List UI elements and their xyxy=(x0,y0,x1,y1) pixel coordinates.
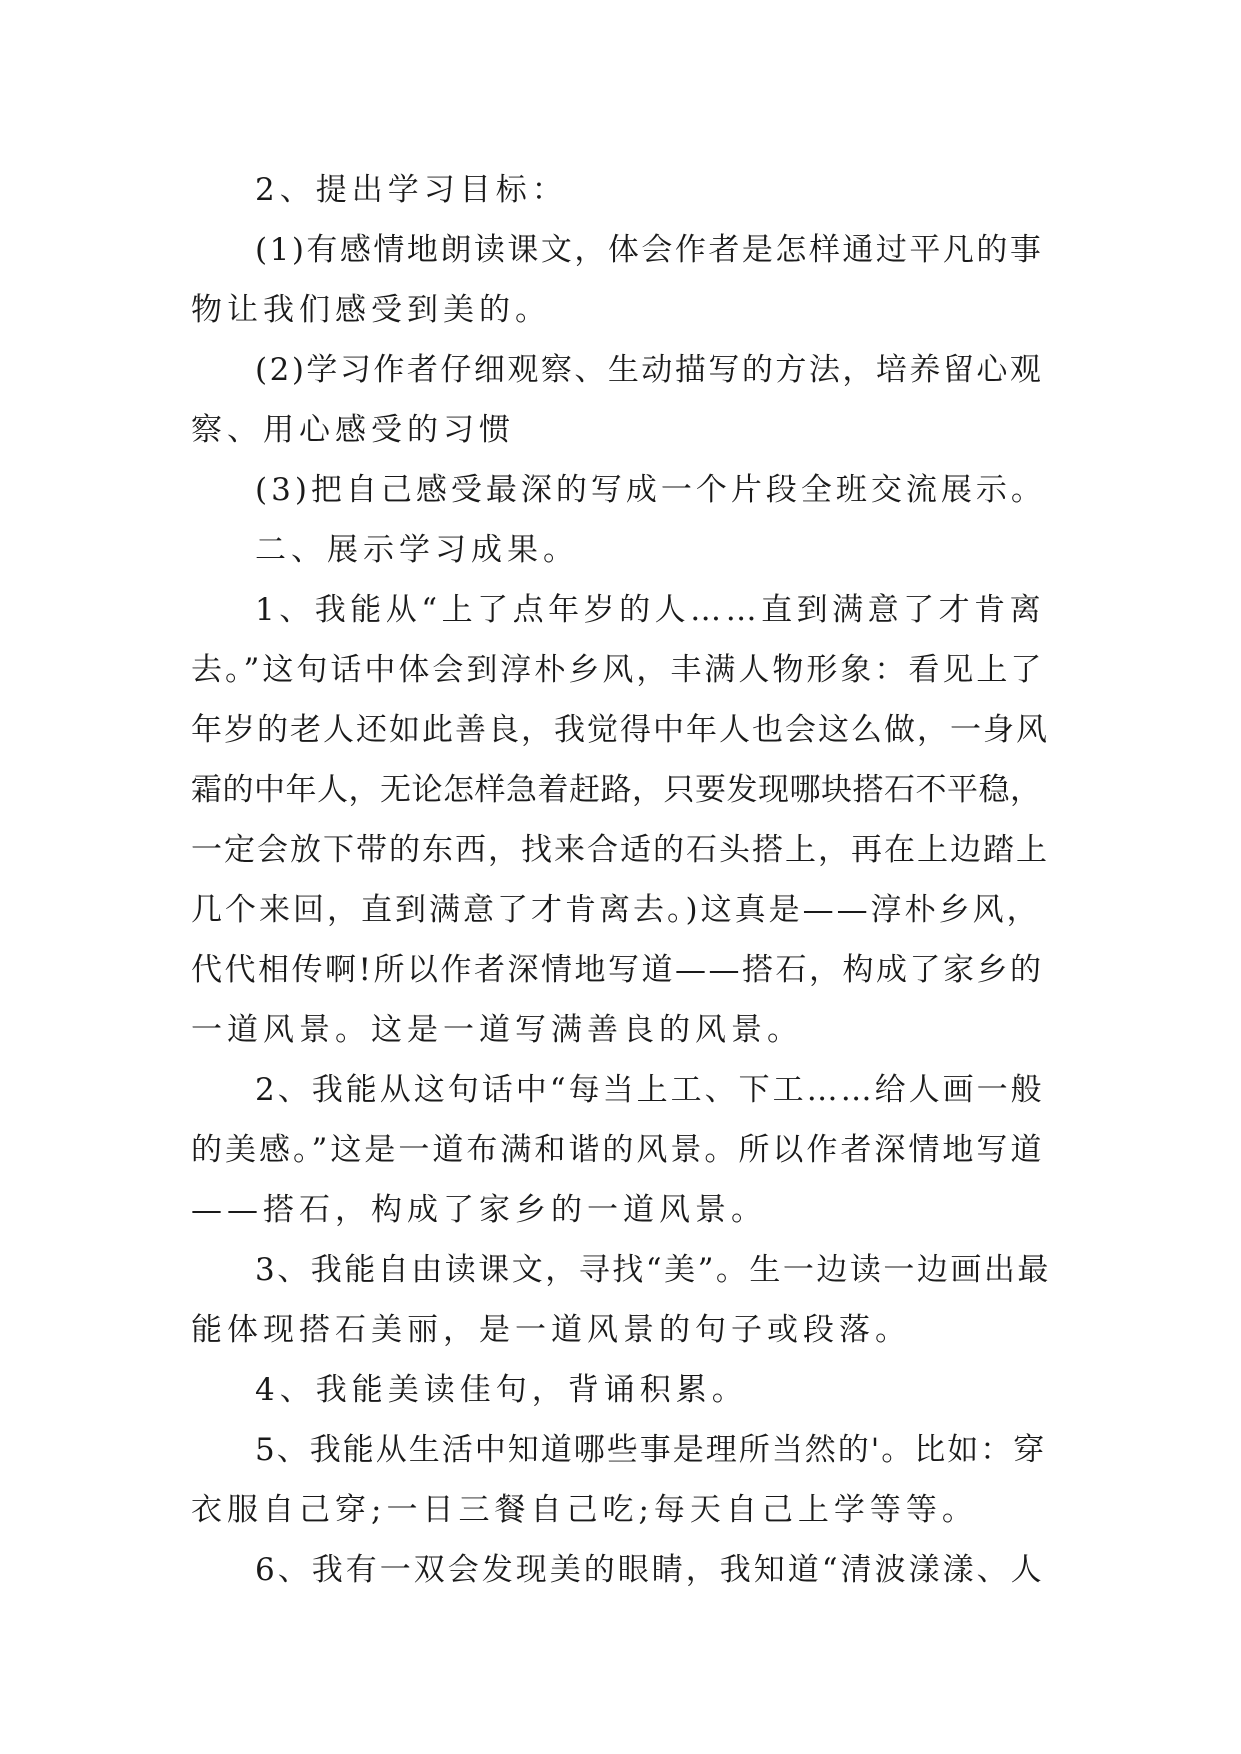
text-line: 年岁的老人还如此善良，我觉得中年人也会这么做，一身风 xyxy=(191,712,1049,748)
text-line: 代代相传啊!所以作者深情地写道——搭石，构成了家乡的 xyxy=(191,952,1044,988)
text-line: (2)学习作者仔细观察、生动描写的方法，培养留心观 xyxy=(255,352,1044,388)
text-line: 衣服自己穿;一日三餐自己吃;每天自己上学等等。 xyxy=(191,1492,978,1528)
text-line: 一道风景。这是一道写满善良的风景。 xyxy=(191,1012,803,1048)
text-line: (1)有感情地朗读课文，体会作者是怎样通过平凡的事 xyxy=(255,232,1044,268)
text-line: 物让我们感受到美的。 xyxy=(191,292,551,328)
text-line: 几个来回，直到满意了才肯离去。)这真是——淳朴乡风， xyxy=(191,892,1041,928)
text-line: 去。”这句话中体会到淳朴乡风，丰满人物形象：看见上了 xyxy=(191,652,1045,688)
text-line: 一定会放下带的东西，找来合适的石头搭上，再在上边踏上 xyxy=(191,832,1049,868)
text-line: 1、我能从“上了点年岁的人……直到满意了才肯离 xyxy=(255,592,1046,628)
text-line: 察、用心感受的习惯 xyxy=(191,412,515,448)
text-line: 6、我有一双会发现美的眼睛，我知道“清波漾漾、人 xyxy=(255,1552,1045,1588)
text-line: 霜的中年人，无论怎样急着赶路，只要发现哪块搭石不平稳， xyxy=(191,772,1042,808)
text-line: 的美感。”这是一道布满和谐的风景。所以作者深情地写道 xyxy=(191,1132,1045,1168)
text-line: (3)把自己感受最深的写成一个片段全班交流展示。 xyxy=(255,472,1046,508)
text-line: ——搭石，构成了家乡的一道风景。 xyxy=(191,1192,767,1228)
text-line: 3、我能自由读课文，寻找“美”。生一边读一边画出最 xyxy=(255,1252,1051,1288)
document-body xyxy=(191,160,1051,1600)
section-heading: 二、展示学习成果。 xyxy=(255,532,579,568)
text-line: 能体现搭石美丽，是一道风景的句子或段落。 xyxy=(191,1312,911,1348)
text-line: 2、提出学习目标： xyxy=(255,172,568,208)
text-line: 2、我能从这句话中“每当上工、下工……给人画一般 xyxy=(255,1072,1045,1108)
text-line: 5、我能从生活中知道哪些事是理所当然的'。比如：穿 xyxy=(255,1432,1047,1468)
text-line: 4、我能美读佳句，背诵积累。 xyxy=(255,1372,748,1408)
